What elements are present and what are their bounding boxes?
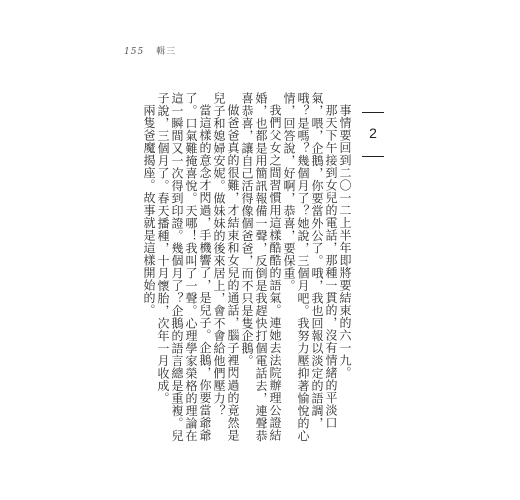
paragraph-4: 做爸爸真的很難，才結束和女兒的通話，腦子裡閃過的竟然是兒子和媳婦安妮。做妹妹的後來居上，會不會給他們壓力？ [212,92,240,442]
paragraph-1: 事情要回到二〇一二上半年即將要結束的六一九。 [338,104,352,379]
chapter-rule-top [362,112,384,113]
running-head [124,44,176,57]
paragraph-3: 我們父女之間習慣用這樣酷酷的語氣。連她去法院辦理公證結婚，也都是用簡訊報備一聲，反倒是我趕快打個電話去，連聲恭喜恭喜，讓自己活得像個爸爸，而不只是隻企鵝。 [240,92,282,442]
paragraph-5: 當這樣的意念才閃過，手機響了，是兒子。企鵝，你要當爺爺了。口氣難掩喜悅。天哪！我叫了一聲。心理學家榮格的理論在這一瞬間又一次得到印證。幾個月了？企鵝的語言總是重複。兒子說，三個月了。春天播種，十月懷胎，次年一月收成。 [156,92,212,442]
body-text [128,92,352,442]
section-title: 輯三 [156,47,177,57]
paragraph-2: 那天下午接到女兒的電話，那種一貫的，沒有情緒的平淡口氣，喂，企鵝，你要當外公了。哦，我也回報以淡定的語調，哦？是嗎？幾個月了？她說，三個月吧。我努力壓抑著愉悅的心情，回答說，好啊，恭喜，要保重。 [282,92,338,442]
chapter-number: 2 [369,125,377,141]
page-number: 155 [124,47,145,57]
chapter-rule-bottom [362,156,384,157]
paragraph-6: 兩隻爸魔揭座。故事就是這樣開始的。 [142,104,156,317]
